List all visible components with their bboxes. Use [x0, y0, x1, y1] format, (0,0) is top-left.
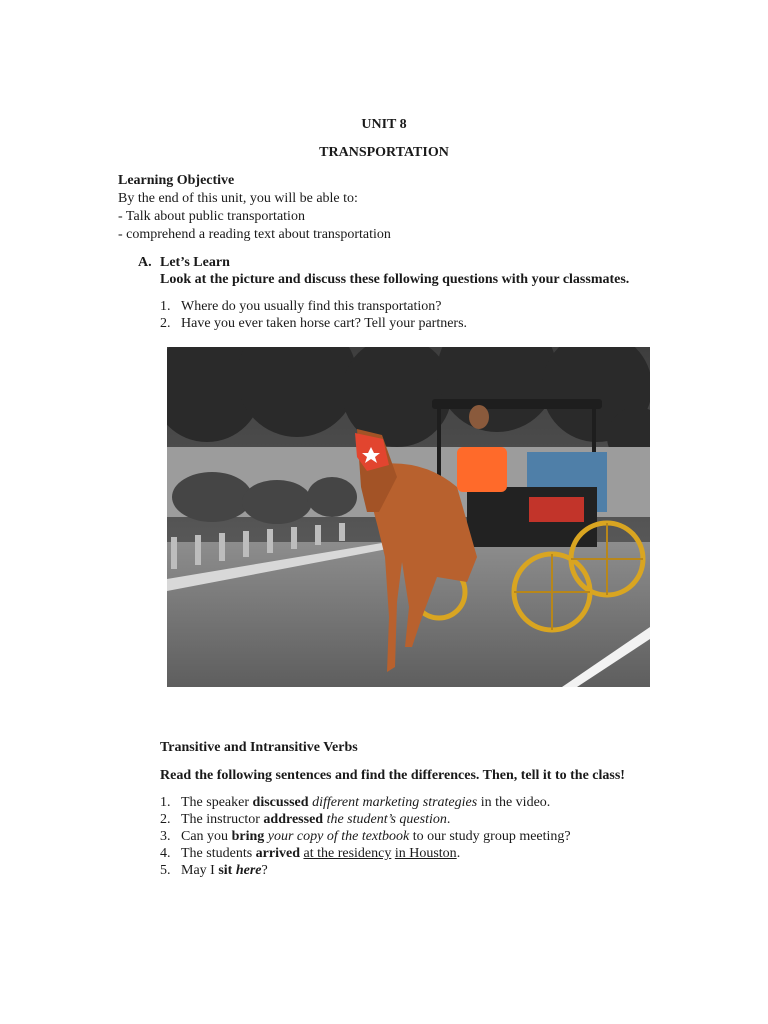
objective-item: - Talk about public transportation: [118, 209, 305, 224]
sentence-number: 5.: [160, 863, 171, 878]
question-number: 2.: [160, 316, 171, 331]
sentence-end: ?: [261, 863, 268, 878]
objective-item: - comprehend a reading text about transportation: [118, 227, 391, 242]
sentence-item: [160, 811, 450, 828]
question-item: [160, 315, 467, 332]
sentence-item: [160, 862, 268, 879]
sentence-object: different marketing strategies: [312, 795, 478, 810]
sentence-verb: arrived: [255, 846, 300, 861]
sentence-object: your copy of the textbook: [267, 829, 410, 844]
sentence-object: here: [235, 863, 262, 878]
question-number: 1.: [160, 299, 171, 314]
sentence-text: The instructor: [181, 812, 264, 827]
sentence-verb: sit: [218, 863, 233, 878]
cart-roof: [432, 399, 602, 409]
sentence-item: [160, 794, 550, 811]
sentence-number: 1.: [160, 795, 171, 810]
section-a-title: Let’s Learn: [160, 255, 230, 270]
sentence-end: .: [456, 846, 461, 861]
sentence-phrase: at the residency: [303, 846, 392, 861]
question-item: [160, 298, 442, 315]
verbs-instruction: Read the following sentences and find the differences. Then, tell it to the class!: [160, 768, 625, 783]
sentence-phrase: in Houston: [394, 846, 457, 861]
question-text: Have you ever taken horse cart? Tell your partners.: [181, 316, 468, 331]
question-text: Where do you usually find this transportation?: [181, 299, 442, 314]
sentence-number: 3.: [160, 829, 171, 844]
sentence-verb: bring: [231, 829, 265, 844]
horse-cart-photo: [167, 347, 650, 687]
sentence-verb: addressed: [263, 812, 324, 827]
unit-title: UNIT 8: [361, 117, 407, 132]
sentence-text: The speaker: [181, 795, 253, 810]
sentence-item: [160, 828, 571, 845]
sentence-item: [160, 845, 460, 862]
sentence-text: May I: [181, 863, 219, 878]
sentence-text: Can you: [181, 829, 232, 844]
sentence-object: the student’s question: [326, 812, 447, 827]
verbs-heading: Transitive and Intransitive Verbs: [160, 740, 358, 755]
photo-illustration: [167, 347, 650, 687]
section-a-marker: A.: [138, 255, 152, 270]
section-a-instruction: Look at the picture and discuss these following questions with your classmates.: [160, 272, 630, 287]
sentence-end: in the video.: [477, 795, 551, 810]
sentence-text: The students: [181, 846, 256, 861]
sentence-end: to our study group meeting?: [409, 829, 571, 844]
objective-intro: By the end of this unit, you will be able to:: [118, 191, 358, 206]
driver-shirt: [457, 447, 507, 492]
objective-heading: Learning Objective: [118, 173, 235, 188]
sentence-end: .: [446, 812, 451, 827]
sentence-number: 2.: [160, 812, 171, 827]
driver-head: [469, 405, 489, 429]
topic-title: TRANSPORTATION: [319, 145, 449, 160]
sentence-number: 4.: [160, 846, 171, 861]
sentence-verb: discussed: [252, 795, 309, 810]
